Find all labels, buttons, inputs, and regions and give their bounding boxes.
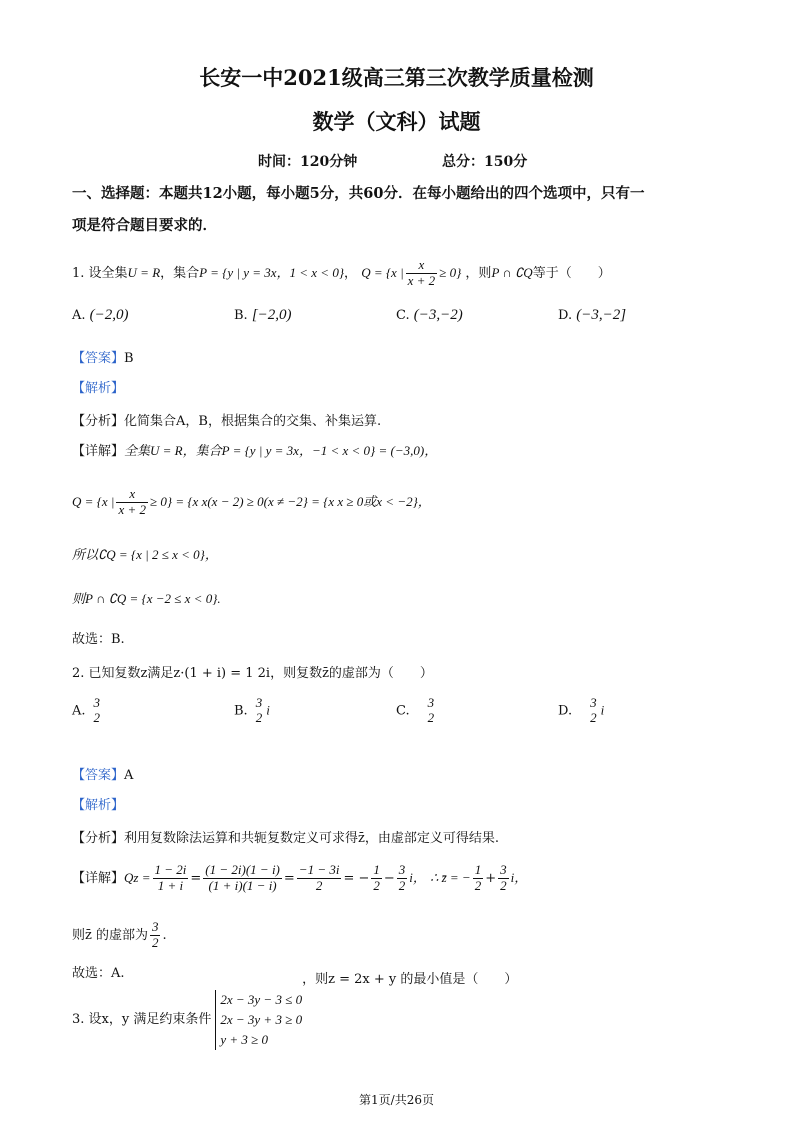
q1-option-a [72,307,129,324]
q1-equals: 等于（ ） [532,266,611,281]
detail-fraction-7 [498,863,509,894]
frac-num: 3 [500,862,507,878]
option-fraction [426,696,437,726]
frac-num: 3 [151,919,159,935]
q2-fenxi [72,827,499,846]
frac-num: 3 [427,695,435,710]
fenxi-text: 利用复数除法运算和共轭复数定义可求得z̄，由虚部定义可得结果. [124,831,499,846]
section-heading-line1: 一、选择题：本题共12小题，每小题5分，共60分．在每小题给出的四个选项中，只有一 [72,185,645,202]
option-suffix: i [266,702,270,718]
detail-fraction-3 [297,863,342,894]
detail-fraction [116,487,148,518]
frac-den: 2 [151,935,159,950]
option-label: B. [234,308,248,323]
fenxi-text: 化简集合A，B，根据集合的交集、补集运算. [124,414,382,429]
equals-sign: = [190,871,202,886]
equals-sign: = − [343,871,370,886]
option-label: A. [72,308,86,323]
frac-num: 1 [373,862,380,878]
answer-tag: 【答案】 [72,768,125,783]
fenxi-tag: 【分析】 [72,414,125,429]
option-value: (−3,−2] [576,307,627,323]
imag-text: 则z̄ 的虚部为 [72,928,148,943]
q1-set-q-right: ≥ 0} [439,265,462,280]
q1-comma: ， [344,266,358,281]
frac-den: 2 [427,709,435,725]
option-value: (−3,−2) [413,307,463,323]
q1-detail-line4: 则P ∩ ∁Q = {x −2 ≤ x < 0}. [72,591,221,606]
frac-num: 1 [474,862,482,878]
detail-lead: Qz = [124,870,151,885]
frac-den: (1 + i)(1 − i) [208,878,277,893]
option-suffix: i [600,702,605,718]
option-label: D. [558,703,573,719]
page-footer: 第1页/共26页 [359,1093,434,1107]
q3-suffix: ，则z = 2x + y 的最小值是（ ） [302,972,518,987]
frac-num: 3 [93,695,101,710]
imaginary-unit: i， [409,870,426,885]
q1-option-b [234,307,292,324]
detail-fraction-6 [473,863,484,894]
frac-num: 3 [398,862,406,878]
frac-num: −1 − 3i [298,862,340,878]
section-heading-line2: 项是符合题目要求的． [72,217,217,234]
minus-sign: − [383,871,395,886]
frac-den: 2 [255,709,263,725]
q2-option-c [396,696,438,726]
frac-num: x [116,487,148,503]
frac-den: 2 [315,878,323,893]
q1-analysis-tag: 【解析】 [72,381,125,396]
q2-option-d [558,696,604,726]
q1-detail-line1 [72,440,437,459]
q1-mid: ，集合 [160,266,200,281]
detail-text: 全集U = R，集合P = {y | y = 3x，−1 < x < 0} = (−3,0)， [124,443,438,458]
option-label: C. [396,308,410,323]
frac-den: 1 + i [157,878,184,893]
q1-frac-num: x [406,258,438,274]
frac-den: 2 [590,709,597,725]
q1-set-q-fraction [406,258,438,289]
frac-num: (1 − 2i)(1 − i) [205,862,280,878]
detail-fraction-4 [371,863,382,894]
detail-tag: 【详解】 [72,871,125,886]
q1-set-q-left: Q = {x | [361,265,404,280]
q2-imag-part [72,914,167,958]
q1-set-p: P = {y | y = 3x，1 < x < 0} [199,265,345,280]
q3-constraint-system [215,990,302,1050]
frac-den: x + 2 [118,502,146,517]
answer-value: B [124,351,134,366]
frac-den: 2 [373,878,380,893]
frac-num: 3 [590,695,597,710]
paper-title: 长安一中2021级高三第三次教学质量检测 [199,65,594,90]
q1-prefix: 1. 设全集 [72,266,128,281]
constraint-2: 2x − 3y + 3 ≥ 0 [220,1012,303,1027]
imag-period: . [162,928,167,943]
equals-sign: = [283,871,295,886]
q1-detail-line3: 所以∁Q = {x | 2 ≤ x < 0}， [72,547,218,562]
detail-set-right: ≥ 0} = {x x(x − 2) ≥ 0(x ≠ −2} = {x x ≥ 0或x < −2}， [150,494,431,509]
frac-num: 1 − 2i [154,862,187,878]
q1-fenxi [72,410,381,429]
frac-den: 2 [93,709,101,725]
question-1-stem [72,253,611,294]
q2-option-a [72,696,104,726]
option-value: [−2,0) [251,307,292,323]
answer-value: A [124,768,134,783]
option-label: B. [234,703,248,719]
q1-detail-line2 [72,482,431,523]
option-fraction [588,696,599,726]
frac-num: 3 [255,695,263,710]
option-value: (−2,0) [89,307,129,323]
detail-fraction-1 [153,863,189,894]
exam-time: 时间：120分钟 [258,154,358,170]
option-fraction [92,696,103,726]
q2-answer [72,764,133,783]
option-label: C. [396,703,410,719]
q1-then: ，则 [465,266,492,281]
q1-conclusion: 故选：B. [72,632,125,647]
option-label: D. [558,308,573,323]
question-2-stem: 2. 已知复数z满足z·(1 + i) = 1 2i，则复数z̄的虚部为（ ） [72,666,433,681]
q2-option-b [234,696,270,726]
exam-total-score: 总分：150分 [442,154,528,170]
q2-conclusion: 故选：A. [72,966,125,981]
q1-answer [72,347,134,366]
paper-subtitle: 数学（文科）试题 [312,109,481,134]
frac-den: 2 [500,878,507,893]
imag-fraction [150,920,161,951]
detail-tag: 【详解】 [72,444,125,459]
constraint-3: y + 3 ≥ 0 [220,1032,269,1047]
plus-sign: + [485,871,497,886]
frac-den: 2 [398,878,406,893]
q1-frac-den: x + 2 [407,273,436,288]
frac-den: 2 [474,878,482,893]
q3-prefix: 3. 设x，y 满足约束条件 [72,1012,212,1027]
q1-option-d [558,307,626,324]
q2-analysis-tag: 【解析】 [72,798,125,813]
option-label: A. [72,703,86,719]
q1-universe: U = R [127,265,161,280]
option-fraction [254,696,265,726]
q2-detail-line1 [72,854,527,903]
constraint-1: 2x − 3y − 3 ≤ 0 [220,992,303,1007]
fenxi-tag: 【分析】 [72,831,125,846]
detail-fraction-2 [203,863,282,894]
answer-tag: 【答案】 [72,351,125,366]
q1-expression: P ∩ ∁Q [491,265,533,280]
imaginary-unit: i， [510,870,528,885]
q1-option-c [396,307,463,324]
detail-set-left: Q = {x | [72,494,115,509]
detail-fraction-5 [397,863,408,894]
therefore-expr: ∴ z̄ = − [430,870,471,885]
